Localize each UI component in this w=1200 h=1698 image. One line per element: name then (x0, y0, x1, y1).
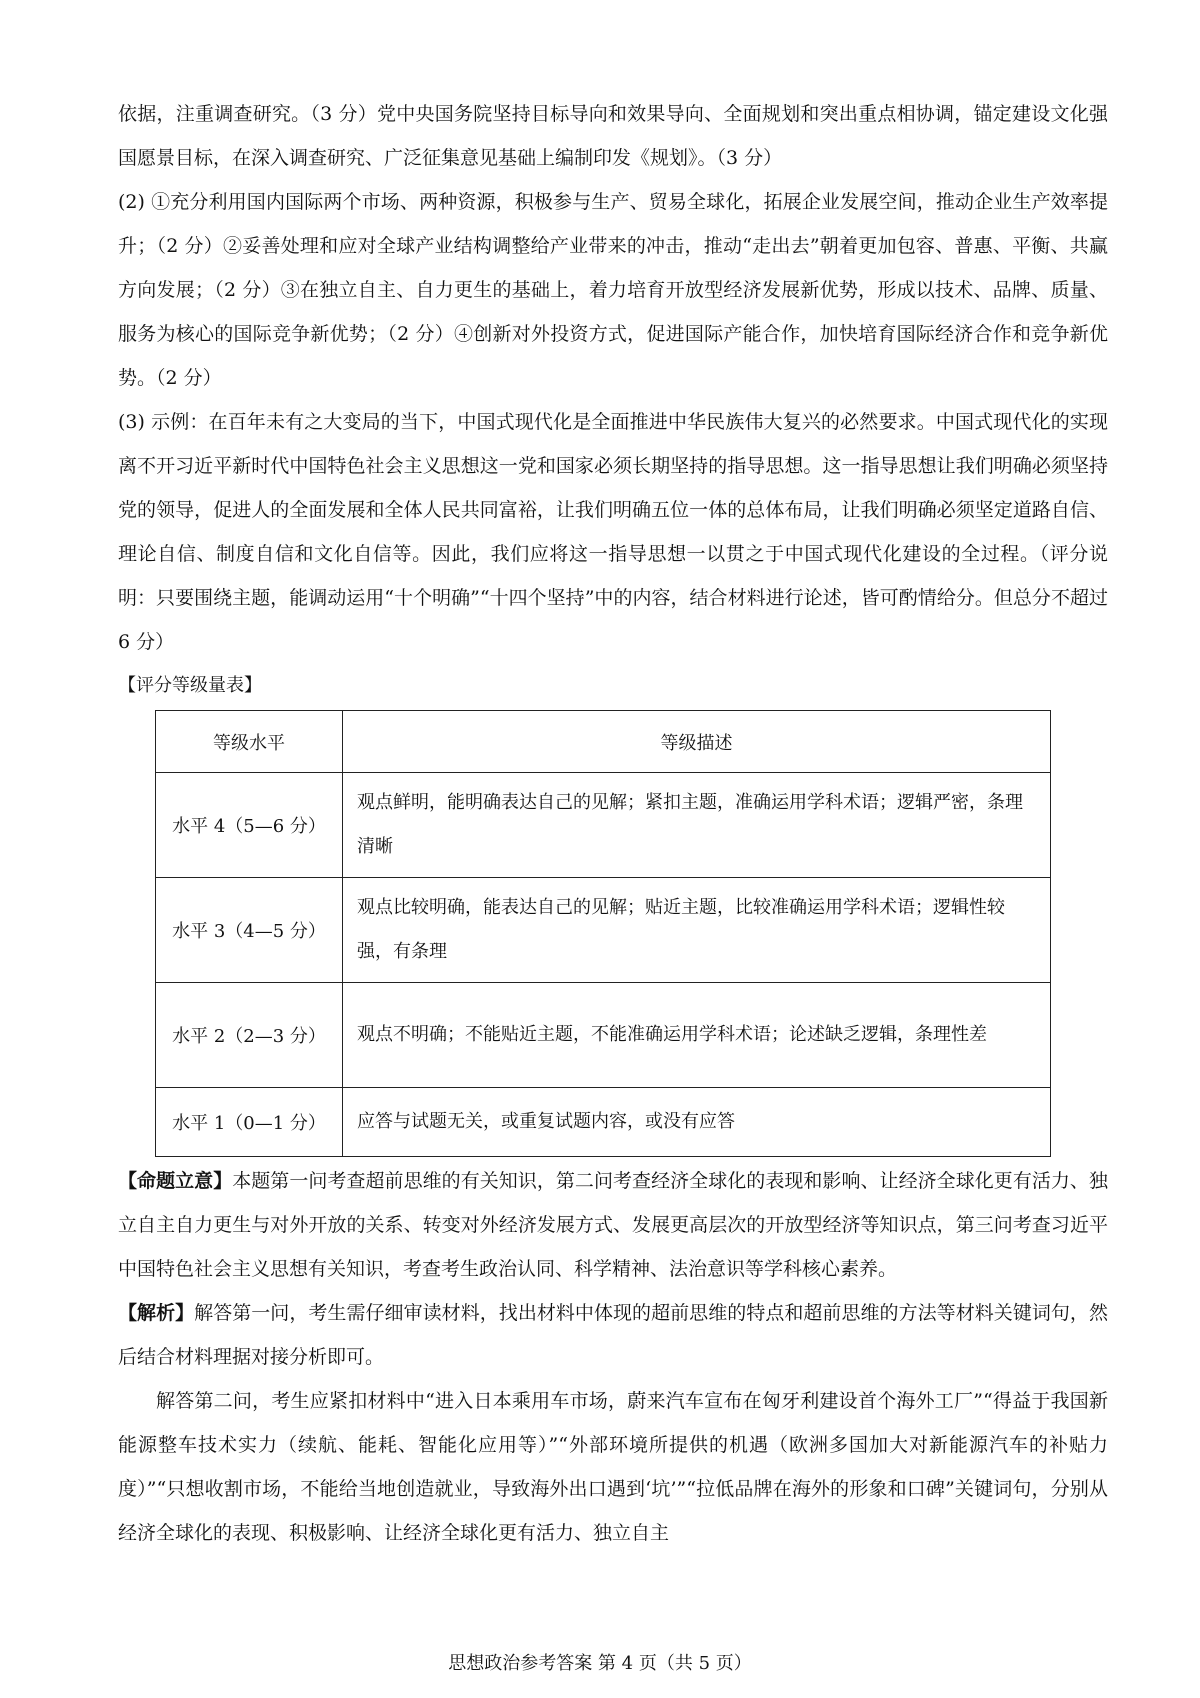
table-header-row (156, 711, 1051, 773)
answer-part3 (118, 400, 1108, 664)
table-row (156, 1088, 1051, 1157)
intent-label: 【命题立意】 (118, 1170, 233, 1192)
table-row (156, 773, 1051, 878)
grading-rubric-table (155, 710, 1051, 1157)
answer-part3-text: (3) 示例：在百年未有之大变局的当下，中国式现代化是全面推进中华民族伟大复兴的必然要求。中国式现代化的实现离不开习近平新时代中国特色社会主义思想这一党和国家必须长期坚持的指导思想。这一指导思想让我们明确必须坚持党的领导，促进人的全面发展和全体人民共同富裕，让我们明确五位一体的总体布局，让我们明确必须坚定道路自信、理论自信、制度自信和文化自信等。因此，我们应将这一指导思想一以贯之于中国式现代化建设的全过程。 (118, 411, 1108, 565)
description-cell: 观点鲜明，能明确表达自己的见解；紧扣主题，准确运用学科术语；逻辑严密，条理清晰 (343, 773, 1051, 878)
page-footer: 思想政治参考答案 第 4 页（共 5 页） (448, 1653, 752, 1674)
intent-paragraph (118, 1159, 1108, 1291)
analysis-text: 解答第一问，考生需仔细审读材料，找出材料中体现的超前思维的特点和超前思维的方法等材料关键词句，然后结合材料理据对接分析即可。 (118, 1302, 1108, 1368)
header-description: 等级描述 (343, 711, 1051, 773)
header-level: 等级水平 (156, 711, 343, 773)
level-cell: 水平 3（4—5 分） (156, 878, 343, 983)
analysis-label: 【解析】 (118, 1302, 195, 1324)
table-row (156, 878, 1051, 983)
level-cell: 水平 2（2—3 分） (156, 983, 343, 1088)
answer-part1-continuation: 依据，注重调查研究。（3 分）党中央国务院坚持目标导向和效果导向、全面规划和突出重点相协调，锚定建设文化强国愿景目标，在深入调查研究、广泛征集意见基础上编制印发《规划》。（3 分） (118, 103, 1108, 169)
answer-part2: (2) ①充分利用国内国际两个市场、两种资源，积极参与生产、贸易全球化，拓展企业发展空间，推动企业生产效率提升；（2 分）②妥善处理和应对全球产业结构调整给产业带来的冲击，推动“走出去”朝着更加包容、普惠、平衡、共赢方向发展；（2 分）③在独立自主、自力更生的基础上，着力培育开放型经济发展新优势，形成以技术、品牌、质量、服务为核心的国际竞争新优势；（2 分）④创新对外投资方式，促进国际产能合作，加快培育国际经济合作和竞争新优势。（2 分） (118, 191, 1108, 389)
description-cell: 应答与试题无关，或重复试题内容，或没有应答 (343, 1088, 1051, 1157)
analysis-paragraph (118, 1291, 1108, 1379)
description-cell: 观点不明确；不能贴近主题，不能准确运用学科术语；论述缺乏逻辑，条理性差 (343, 983, 1051, 1088)
answer-page (118, 92, 1108, 1555)
analysis-part2: 解答第二问，考生应紧扣材料中“进入日本乘用车市场，蔚来汽车宣布在匈牙利建设首个海外工厂”“得益于我国新能源整车技术实力（续航、能耗、智能化应用等）”“外部环境所提供的机遇（欧洲多国加大对新能源汽车的补贴力度）”“只想收割市场，不能给当地创造就业，导致海外出口遇到‘坑’”“拉低品牌在海外的形象和口碑”关键词句，分别从经济全球化的表现、积极影响、让经济全球化更有活力、独立自主 (118, 1390, 1108, 1544)
rubric-title: 【评分等级量表】 (118, 675, 262, 696)
description-cell: 观点比较明确，能表达自己的见解；贴近主题，比较准确运用学科术语；逻辑性较强，有条理 (343, 878, 1051, 983)
intent-text: 本题第一问考查超前思维的有关知识，第二问考查经济全球化的表现和影响、让经济全球化更有活力、独立自主自力更生与对外开放的关系、转变对外经济发展方式、发展更高层次的开放型经济等知识点，第三问考查习近平中国特色社会主义思想有关知识，考查考生政治认同、科学精神、法治意识等学科核心素养。 (118, 1170, 1108, 1280)
scoring-note: （评分说明：只要围绕主题，能调动运用“十个明确”“十四个坚持”中的内容，结合材料进行论述，皆可酌情给分。但总分不超过 6 分） (118, 543, 1108, 653)
level-cell: 水平 1（0—1 分） (156, 1088, 343, 1157)
level-cell: 水平 4（5—6 分） (156, 773, 343, 878)
table-row (156, 983, 1051, 1088)
